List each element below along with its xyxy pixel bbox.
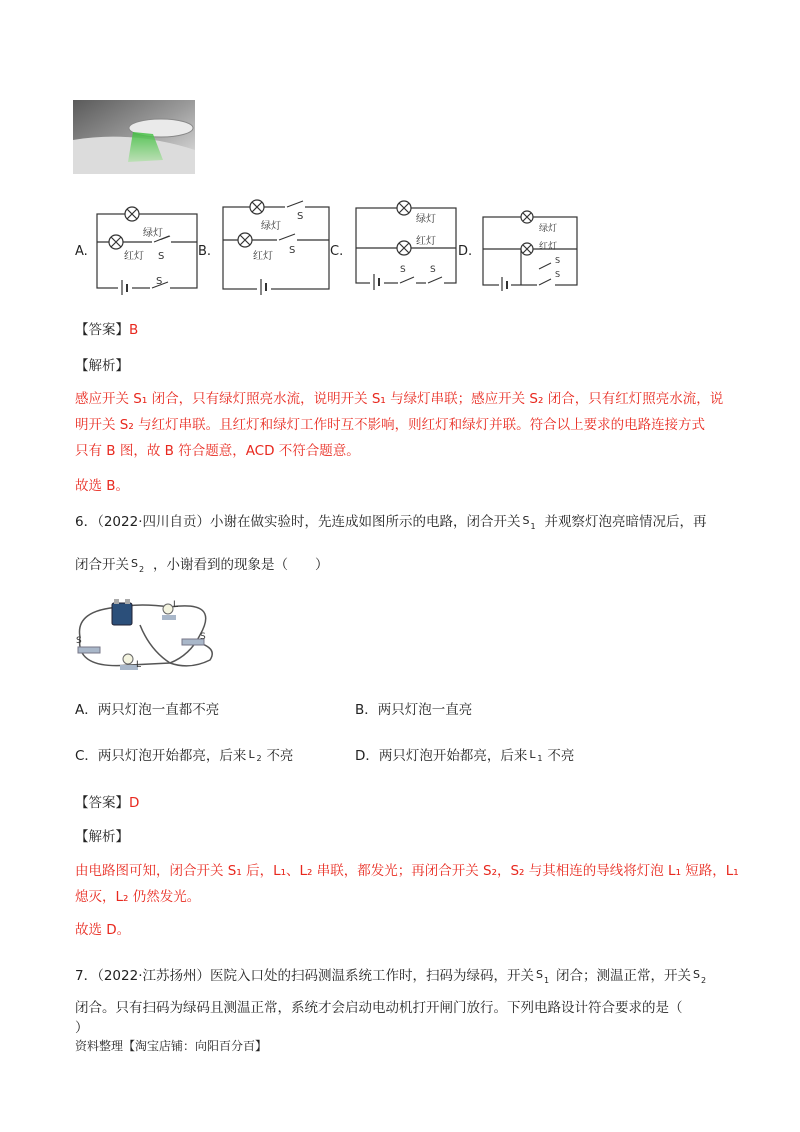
svg-text:S: S (156, 276, 163, 287)
svg-text:绿灯: 绿灯 (416, 214, 436, 225)
q5-analysis-line: 感应开关 S₁ 闭合，只有绿灯照亮水流，说明开关 S₁ 与绿灯串联；感应开关 S₂ 闭合，只有红灯照亮水流，说 (75, 391, 724, 407)
q5-option-a: A. (75, 244, 88, 259)
svg-text:S: S (200, 632, 206, 642)
svg-text:红灯: 红灯 (253, 251, 273, 262)
q5-option-c: C. (330, 244, 344, 259)
q6-analysis-line: 熄灭，L₂ 仍然发光。 (75, 889, 201, 905)
q6-option-b: B．两只灯泡一直亮 (355, 702, 473, 718)
q6-analysis-label: 【解析】 (75, 829, 129, 845)
q5-analysis-line: 明开关 S₂ 与红灯串联。且红灯和绿灯工作时互不影响，则红灯和绿灯并联。符合以上要求的电路连接方式 (75, 417, 706, 433)
circuit-a (90, 200, 202, 295)
faucet-photo (73, 100, 195, 174)
svg-text:红灯: 红灯 (539, 242, 558, 252)
q6-conclusion: 故选 D。 (75, 922, 131, 938)
green-label: 绿灯 (143, 228, 163, 239)
q5-analysis-label: 【解析】 (75, 358, 129, 374)
circuit-c (350, 198, 462, 290)
svg-text:绿灯: 绿灯 (539, 224, 558, 234)
svg-text:S: S (555, 256, 561, 265)
q6-circuit-figure (70, 595, 230, 675)
circuit-d (477, 205, 581, 291)
q7-stem-line1: 7．（2022·江苏扬州）医院入口处的扫码测温系统工作时，扫码为绿码，开关 S 1 闭合；测温正常，开关 S 2 (75, 968, 707, 985)
q5-answer: 【答案】B (75, 322, 139, 338)
svg-text:S: S (297, 211, 304, 222)
svg-text:L: L (173, 600, 179, 610)
q5-option-d: D. (458, 244, 473, 259)
q6-analysis-line: 由电路图可知，闭合开关 S₁ 后，L₁、L₂ 串联，都发光；再闭合开关 S₂，S₂ 与其相连的导线将灯泡 L₁ 短路，L₁ (75, 863, 739, 879)
q6-stem-line1: 6．（2022·四川自贡）小谢在做实验时，先连成如图所示的电路，闭合开关 S 1 并观察灯泡亮暗情况后，再 (75, 514, 707, 531)
svg-text:L: L (136, 660, 142, 670)
svg-text:S: S (430, 265, 436, 275)
q6-option-c: C．两只灯泡开始都亮，后来 L 2 不亮 (75, 748, 294, 764)
svg-text:S: S (76, 636, 82, 646)
svg-text:S: S (400, 265, 406, 275)
q5-option-b: B. (198, 244, 212, 259)
q5-conclusion: 故选 B。 (75, 478, 130, 494)
q6-option-a: A．两只灯泡一直都不亮 (75, 702, 220, 718)
svg-text:S: S (158, 251, 165, 262)
q6-answer: 【答案】D (75, 795, 140, 811)
q5-analysis-line: 只有 B 图，故 B 符合题意，ACD 不符合题意。 (75, 443, 360, 459)
svg-text:绿灯: 绿灯 (261, 221, 281, 232)
red-label: 红灯 (124, 251, 144, 262)
q7-stem-line3: ） (75, 1020, 89, 1036)
circuit-b (215, 193, 333, 295)
svg-text:S: S (555, 270, 561, 279)
q6-option-d: D．两只灯泡开始都亮，后来 L 1 不亮 (355, 748, 575, 764)
svg-text:红灯: 红灯 (416, 236, 436, 247)
svg-text:S: S (289, 245, 296, 256)
q7-stem-line2: 闭合。只有扫码为绿码且测温正常，系统才会启动电动机打开闸门放行。下列电路设计符合要求的是（ (75, 1000, 683, 1016)
q6-stem-line2: 闭合开关 S 2 ，小谢看到的现象是（ ） (75, 557, 329, 574)
footer-note: 资料整理【淘宝店铺：向阳百分百】 (75, 1039, 268, 1053)
